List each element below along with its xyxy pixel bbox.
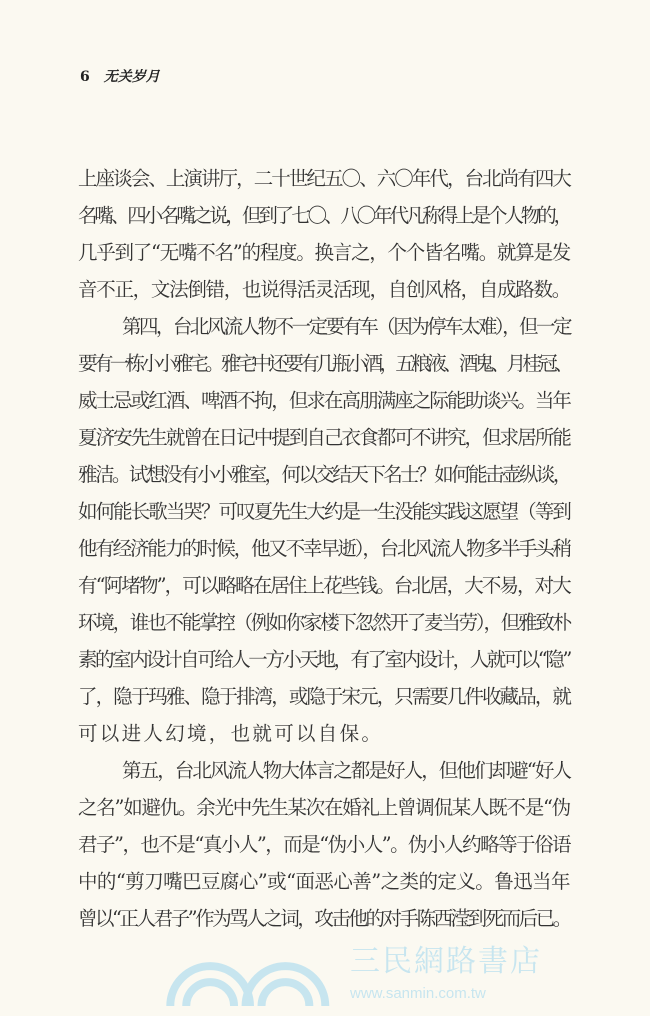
text-line: 曾以“正人君子”作为骂人之词，攻击他的对手陈西滢到死而后已。 <box>78 907 570 930</box>
text-line: 第五，台北风流人物大体言之都是好人，但他们却避“好人 <box>122 759 571 782</box>
text-line: 君子”，也不是“真小人”，而是“伪小人”。伪小人约略等于俗语 <box>78 833 571 856</box>
text-line: 之名”如避仇。余光中先生某次在婚礼上曾调侃某人既不是“伪 <box>78 796 570 819</box>
running-header <box>80 66 160 86</box>
text-line: 要有一栋小小雅宅。雅宅中还要有几瓶小酒，五粮液、酒鬼、月桂冠、 <box>78 352 570 375</box>
text-line: 上座谈会、上演讲厅，二十世纪五〇、六〇年代，台北尚有四大 <box>78 167 570 190</box>
watermark-name: 三民網路書店 <box>350 944 542 979</box>
page-body-text <box>78 160 572 937</box>
book-title: 无关岁月 <box>103 69 160 85</box>
watermark-logo <box>160 944 542 1010</box>
text-line: 素的室内设计自可给人一方小天地，有了室内设计，人就可以“隐” <box>78 648 570 671</box>
text-line: 威士忌或红酒、啤酒不拘，但求在高朋满座之际能助谈兴。当年 <box>78 389 570 412</box>
text-line: 他有经济能力的时候，他又不幸早逝），台北风流人物多半手头稍 <box>78 537 570 560</box>
page-number: 6 <box>80 69 90 85</box>
text-line: 夏济安先生就曾在日记中提到自己衣食都可不讲究，但求居所能 <box>78 426 570 449</box>
watermark-url: www.sanmin.com.tw <box>350 985 486 1002</box>
text-line: 如何能长歌当哭？可叹夏先生大约是一生没能实践这愿望（等到 <box>78 500 570 523</box>
text-line: 几乎到了“无嘴不名”的程度。换言之，个个皆名嘴。就算是发 <box>78 241 570 264</box>
text-line: 音不正，文法倒错，也说得活灵活现，自创风格，自成路数。 <box>78 278 570 301</box>
text-line: 雅洁。试想没有小小雅室，何以交结天下名士？如何能击壶纵谈， <box>78 463 570 486</box>
text-line: 了，隐于玛雅、隐于排湾，或隐于宋元，只需要几件收藏品，就 <box>78 685 570 708</box>
text-line: 可以进人幻境，也就可以自保。 <box>78 722 384 745</box>
text-line: 有“阿堵物”，可以略略在居住上花些钱。台北居，大不易，对大 <box>78 574 570 597</box>
text-line: 名嘴、四小名嘴之说，但到了七〇、八〇年代凡称得上是个人物的， <box>78 204 571 227</box>
text-line: 环境，谁也不能掌控（例如你家楼下忽然开了麦当劳），但雅致朴 <box>78 611 570 634</box>
watermark-arcs-icon <box>160 944 340 1006</box>
text-line: 第四，台北风流人物不一定要有车（因为停车太难），但一定 <box>122 315 570 338</box>
text-line: 中的“剪刀嘴巴豆腐心”或“面恶心善”之类的定义。鲁迅当年 <box>78 870 570 893</box>
